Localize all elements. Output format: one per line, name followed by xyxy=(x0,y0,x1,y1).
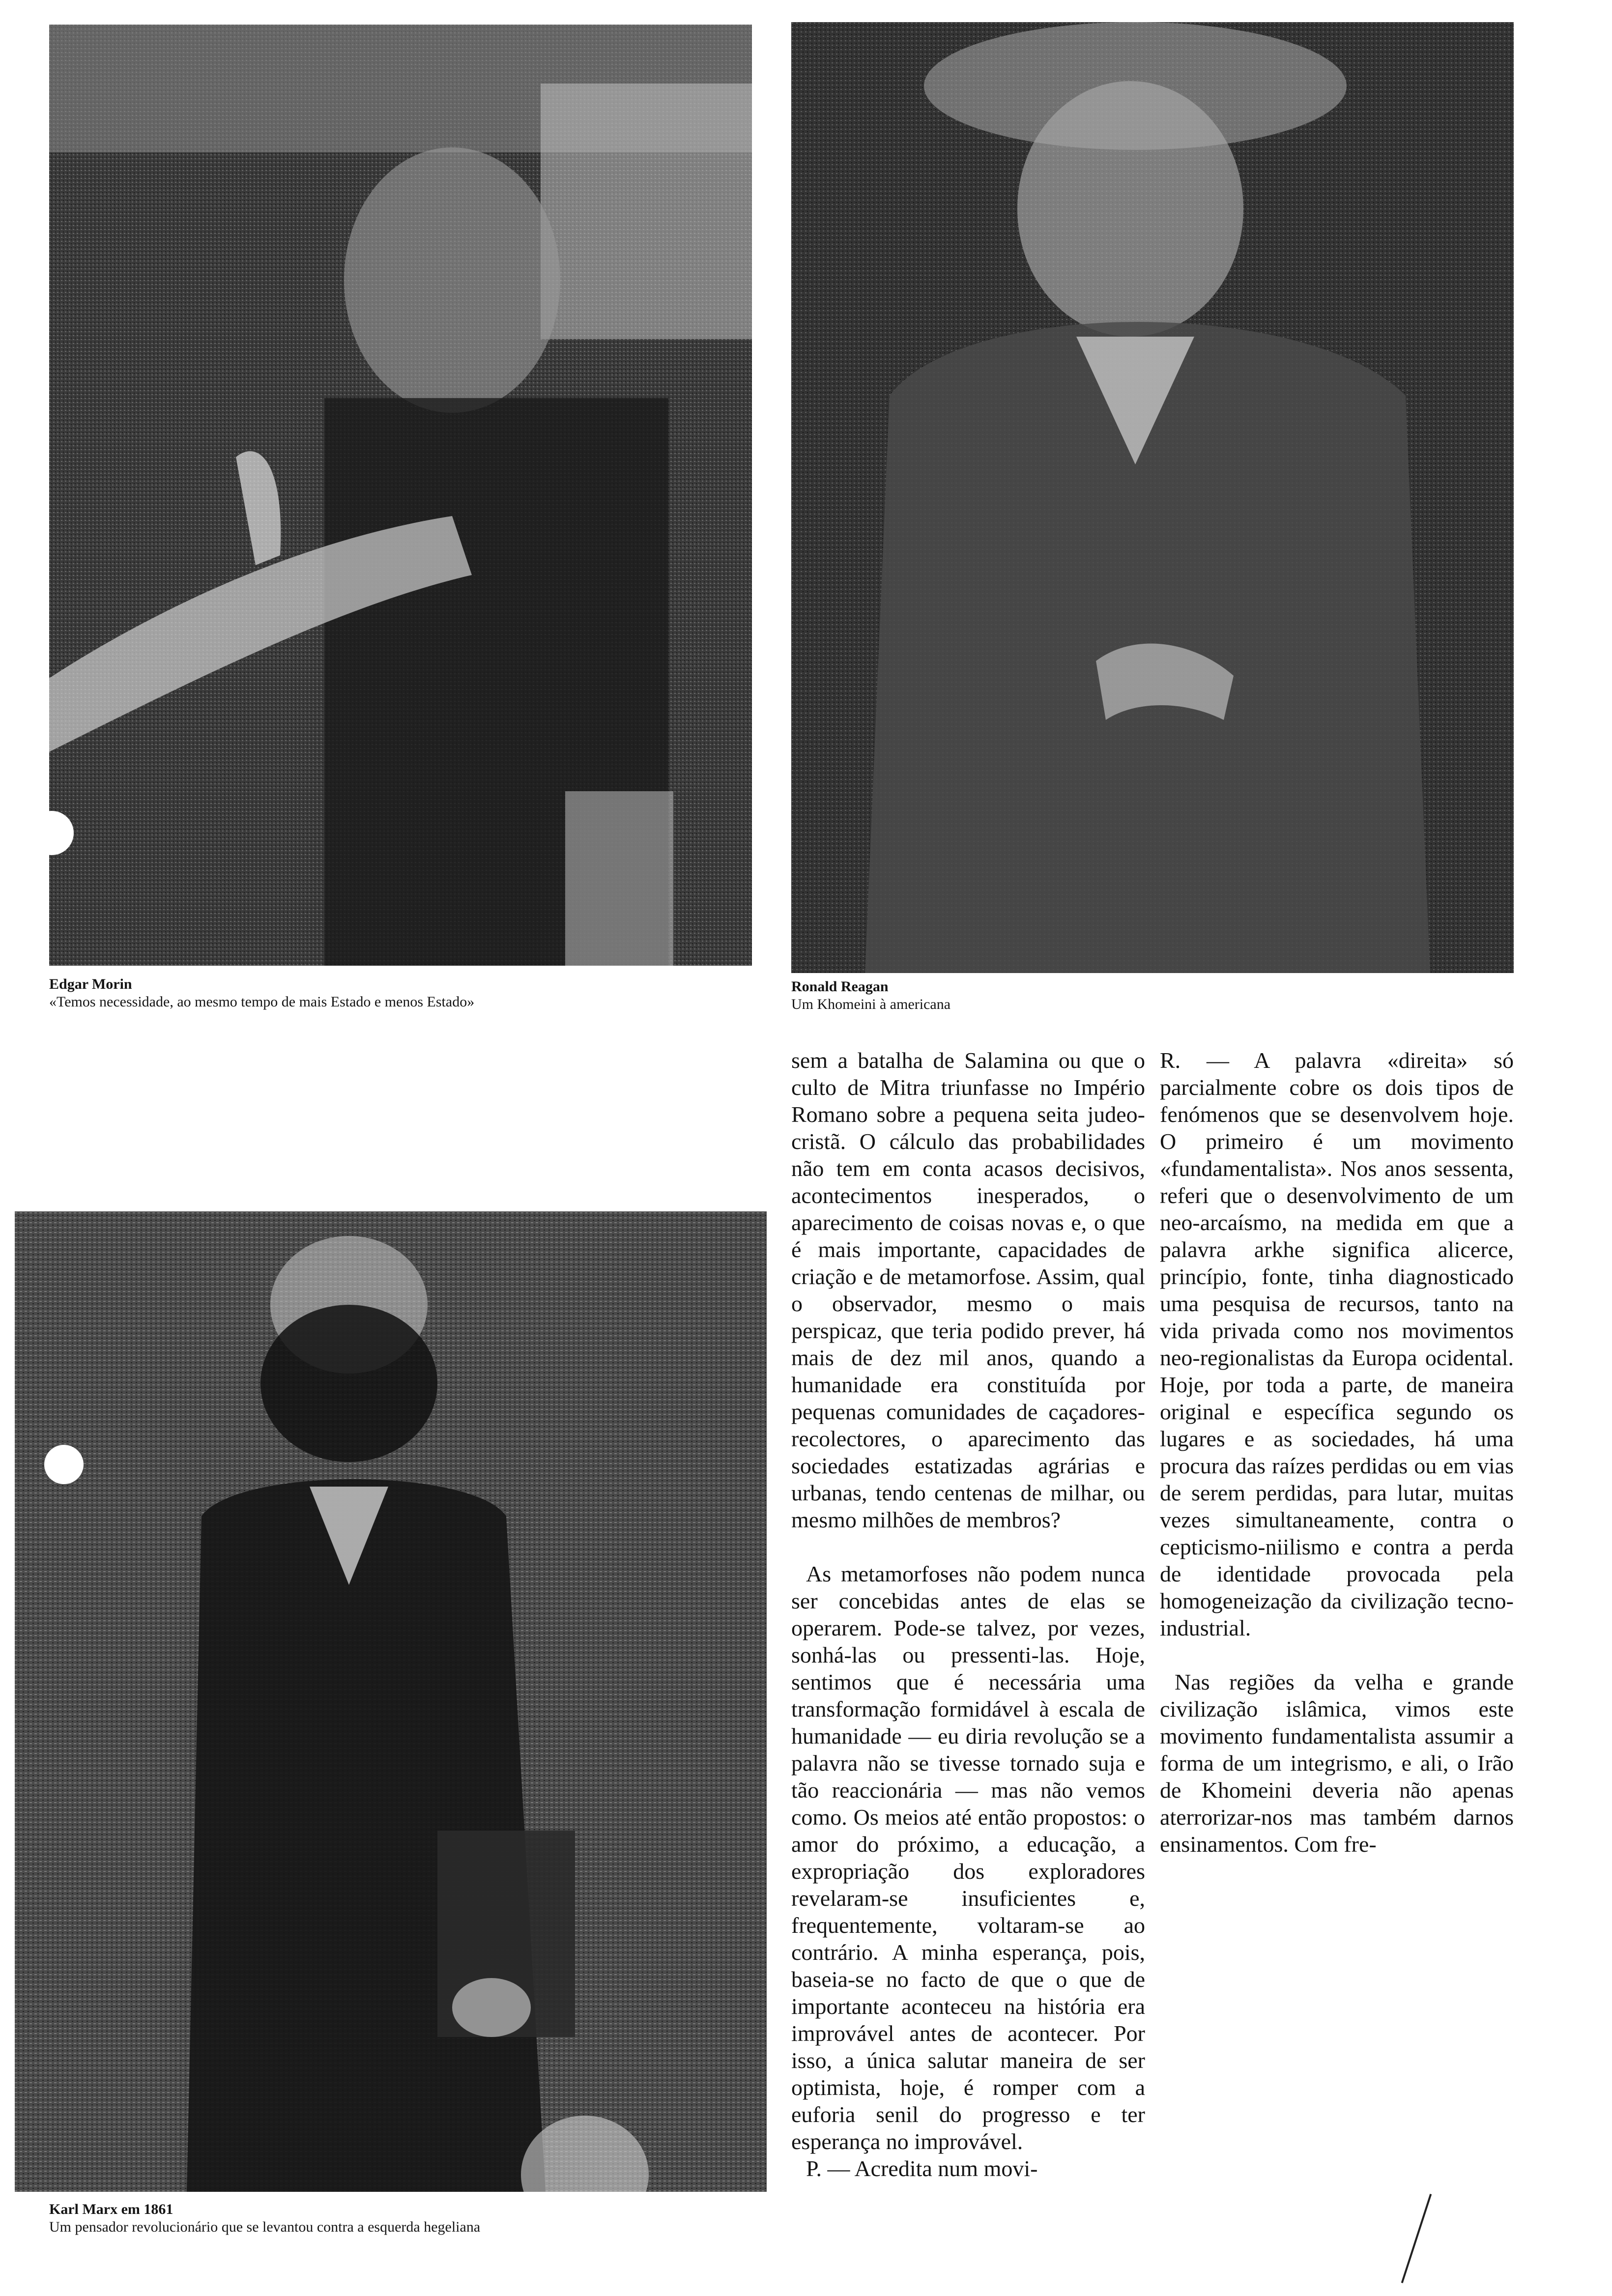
caption-name: Ronald Reagan xyxy=(791,978,889,995)
caption-edgar-morin xyxy=(49,976,737,1011)
photo-edgar-morin-image xyxy=(49,25,752,966)
punch-hole-mark xyxy=(44,1445,84,1484)
caption-name: Edgar Morin xyxy=(49,976,132,992)
article-paragraph: As metamorfoses não podem nunca ser concebidas antes de elas se operarem. Pode-se talvez, por vezes, sonhá-las ou pressenti-las. Hoje, sentimos que é necessária uma transformação formidável à escala de humanidade — eu diria revolução se a palavra não se tivesse tornado suja e tão reaccionária — mas não vemos como. Os meios até então propostos: o amor do próximo, a educação, a expropriação dos exploradores revelaram-se insuficientes e, frequentemente, voltaram-se ao contrário. A minha esperança, pois, baseia-se no facto de que o que de importante aconteceu na história era improvável antes de acontecer. Por isso, a única salutar maneira de ser optimista, hoje, é romper com a euforia senil do progresso e ter esperança no improvável. xyxy=(791,1561,1145,2154)
caption-name: Karl Marx em 1861 xyxy=(49,2201,173,2217)
photo-karl-marx xyxy=(15,1211,767,2192)
caption-text: «Temos necessidade, ao mesmo tempo de mais Estado e menos Estado» xyxy=(49,994,475,1010)
caption-karl-marx xyxy=(49,2201,786,2236)
punch-hole-mark xyxy=(29,811,74,855)
article-paragraph: P. — Acredita num movi- xyxy=(806,2156,1038,2181)
caption-text: Um pensador revolucionário que se levantou contra a esquerda hegeliana xyxy=(49,2219,481,2235)
photo-edgar-morin xyxy=(49,25,752,966)
caption-text: Um Khomeini à americana xyxy=(791,996,951,1012)
article-column-middle xyxy=(791,1047,1145,2182)
photo-ronald-reagan-image xyxy=(791,22,1514,973)
article-paragraph: sem a batalha de Salamina ou que o culto de Mitra triunfasse no Império Romano sobre a pequena seita judeo-cristã. O cálculo das probabilidades não tem em conta acasos decisivos, acontecimentos inesperados, o aparecimento de coisas novas e, o que é mais importante, capacidades de criação e de metamorfose. Assim, qual o observador, mesmo o mais perspicaz, que teria podido prever, há mais de dez mil anos, quando a humanidade era constituída por pequenas comunidades de caçadores-recolectores, o aparecimento das sociedades estatizadas agrárias e urbanas, tendo centenas de milhar, ou mesmo milhões de membros? xyxy=(791,1048,1145,1532)
photo-ronald-reagan xyxy=(791,22,1514,973)
pen-stroke-mark xyxy=(1401,2194,1432,2283)
caption-ronald-reagan xyxy=(791,978,1479,1013)
article-paragraph: R. — A palavra «direita» só parcialmente cobre os dois tipos de fenómenos que se desenvolvem hoje. O primeiro é um movimento «fundamentalista». Nos anos sessenta, referi que o desenvolvimento de um neo-arcaísmo, na medida em que a palavra arkhe significa alicerce, princípio, fonte, tinha diagnosticado uma pesquisa de recursos, tanto na vida privada como nos movimentos neo-regionalistas da Europa ocidental. Hoje, por toda a parte, de maneira original e específica segundo os lugares e as sociedades, há uma procura das raízes perdidas ou em vias de serem perdidas, para lutar, muitas vezes simultaneamente, contra o cepticismo-niilismo e contra a perda de identidade provocada pela homogeneização da civilização tecno-industrial. xyxy=(1160,1048,1514,1640)
article-column-right xyxy=(1160,1047,1514,1858)
article-paragraph: Nas regiões da velha e grande civilização islâmica, vimos este movimento fundamentalista assumir a forma de um integrismo, e ali, o Irão de Khomeini deveria não apenas aterrorizar-nos mas também darnos ensinamentos. Com fre- xyxy=(1160,1669,1514,1857)
photo-karl-marx-image xyxy=(15,1211,767,2192)
